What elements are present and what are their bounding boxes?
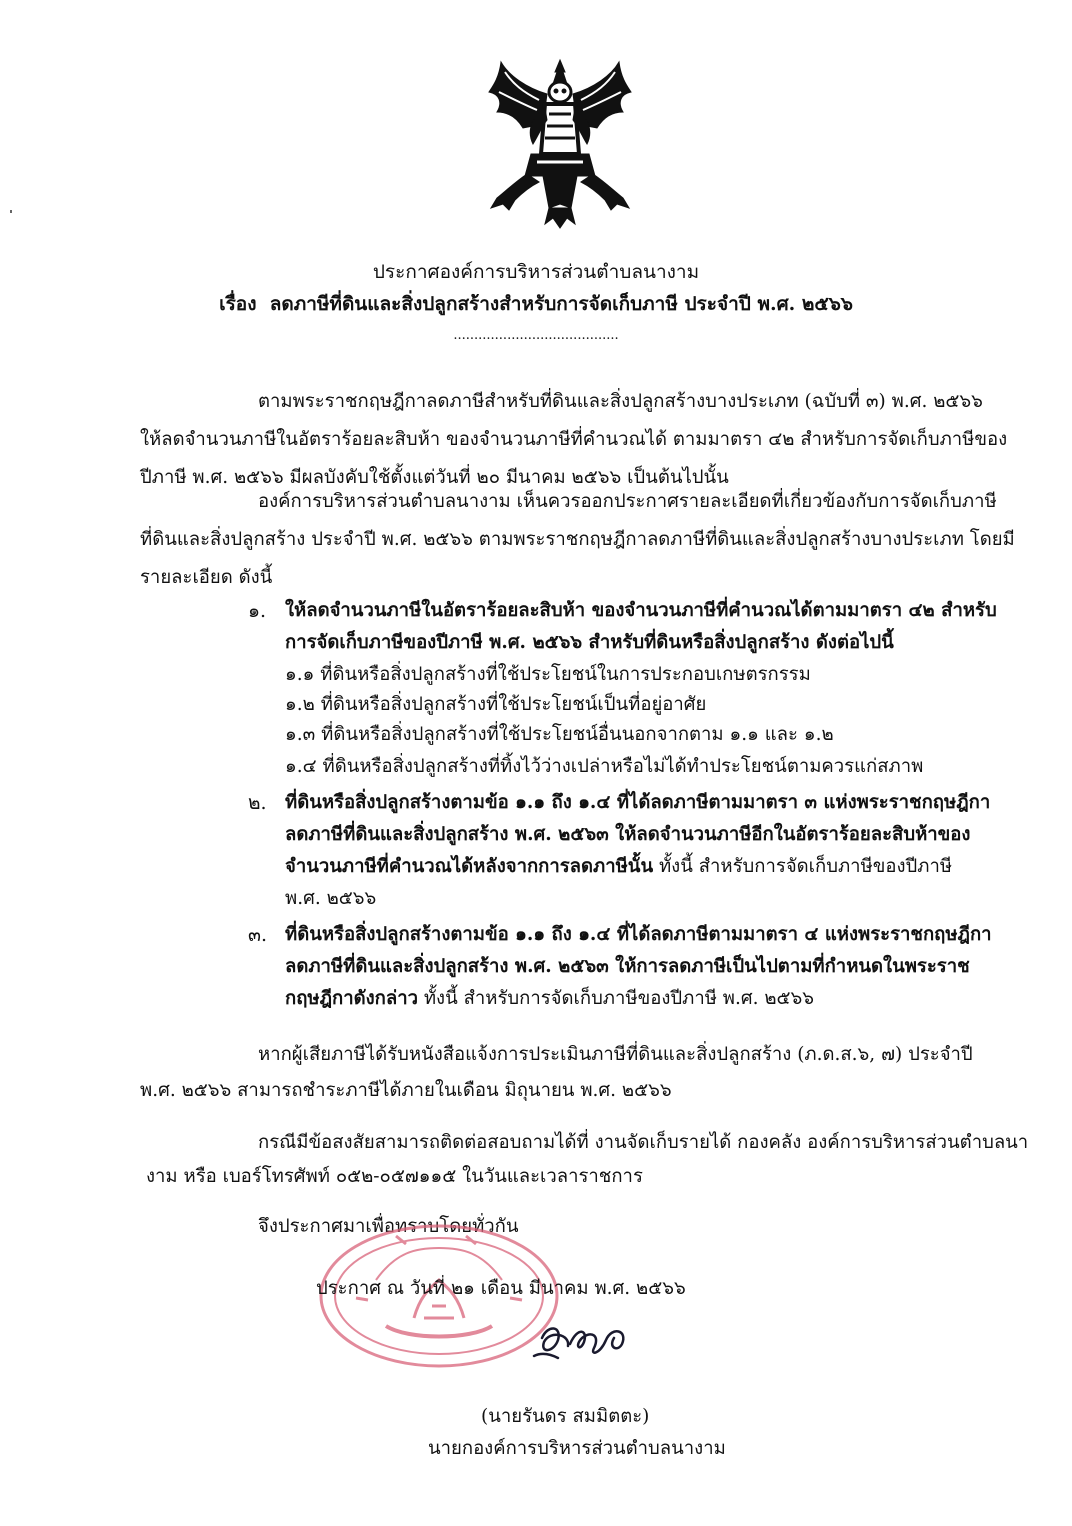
signer-title: นายกองค์การบริหารส่วนตำบลนางาม [428, 1438, 726, 1459]
closing-line: จึงประกาศมาเพื่อทราบโดยทั่วกัน [258, 1216, 519, 1237]
item-2-line-1: ที่ดินหรือสิ่งปลูกสร้างตามข้อ ๑.๑ ถึง ๑.๔ ที่ได้ลดภาษีตามมาตรา ๓ แห่งพระราชกฤษฎีกา [285, 792, 991, 813]
signer-name: (นายรันดร สมมิตตะ) [481, 1406, 650, 1427]
item-3-number: ๓. [248, 924, 268, 946]
item-3-line-3-bold: กฤษฎีกาดังกล่าว [285, 988, 418, 1009]
item-1-sub-2: ๑.๒ ที่ดินหรือสิ่งปลูกสร้างที่ใช้ประโยชน์เป็นที่อยู่อาศัย [285, 694, 707, 715]
item-2-line-2: ลดภาษีที่ดินและสิ่งปลูกสร้าง พ.ศ. ๒๕๖๓ ให้ลดจำนวนภาษีอีกในอัตราร้อยละสิบห้าของ [285, 824, 971, 845]
signature-icon [528, 1316, 638, 1366]
payment-line-1: หากผู้เสียภาษีได้รับหนังสือแจ้งการประเมินภาษีที่ดินและสิ่งปลูกสร้าง (ภ.ด.ส.๖, ๗) ประจำปี [258, 1044, 973, 1065]
intro-p2-line-3: รายละเอียด ดังนี้ [140, 567, 273, 588]
item-1-sub-4: ๑.๔ ที่ดินหรือสิ่งปลูกสร้างที่ทิ้งไว้ว่างเปล่าหรือไม่ได้ทำประโยชน์ตามควรแก่สภาพ [285, 756, 924, 777]
date-line: ประกาศ ณ วันที่ ๒๑ เดือน มีนาคม พ.ศ. ๒๕๖๖ [316, 1278, 686, 1299]
intro-p1-line-3: ปีภาษี พ.ศ. ๒๕๖๖ มีผลบังคับใช้ตั้งแต่วันที่ ๒๐ มีนาคม ๒๕๖๖ เป็นต้นไปนั้น [140, 467, 729, 488]
contact-line-2: งาม หรือ เบอร์โทรศัพท์ ๐๕๒-๐๕๗๑๑๕ ในวันและเวลาราชการ [146, 1166, 643, 1187]
item-1-line-1: ให้ลดจำนวนภาษีในอัตราร้อยละสิบห้า ของจำนวนภาษีที่คำนวณได้ตามมาตรา ๔๒ สำหรับ [285, 600, 997, 621]
item-3-line-1: ที่ดินหรือสิ่งปลูกสร้างตามข้อ ๑.๑ ถึง ๑.๔ ที่ได้ลดภาษีตามมาตรา ๔ แห่งพระราชกฤษฎีกา [285, 924, 992, 945]
payment-line-2: พ.ศ. ๒๕๖๖ สามารถชำระภาษีได้ภายในเดือน มิถุนายน พ.ศ. ๒๕๖๖ [140, 1080, 672, 1101]
subject-prefix: เรื่อง [219, 293, 257, 315]
item-2-number: ๒. [248, 792, 267, 814]
item-2-line-4: พ.ศ. ๒๕๖๖ [285, 888, 377, 909]
item-1-sub-1: ๑.๑ ที่ดินหรือสิ่งปลูกสร้างที่ใช้ประโยชน์ในการประกอบเกษตรกรรม [285, 664, 811, 685]
scan-speck [10, 210, 12, 213]
contact-line-1: กรณีมีข้อสงสัยสามารถติดต่อสอบถามได้ที่ งานจัดเก็บรายได้ กองคลัง องค์การบริหารส่วนตำบลนา [258, 1132, 1029, 1153]
announcement-title: ประกาศองค์การบริหารส่วนตำบลนางาม [372, 261, 700, 283]
item-2-line-3-rest: ทั้งนี้ สำหรับการจัดเก็บภาษีของปีภาษี [653, 856, 953, 877]
intro-p2-line-1: องค์การบริหารส่วนตำบลนางาม เห็นควรออกประกาศรายละเอียดที่เกี่ยวข้องกับการจัดเก็บภาษี [258, 491, 997, 512]
item-1-number: ๑. [248, 600, 267, 622]
item-2-line-3-bold: จำนวนภาษีที่คำนวณได้หลังจากการลดภาษีนั้น [285, 856, 654, 877]
intro-p1-line-1: ตามพระราชกฤษฎีกาลดภาษีสำหรับที่ดินและสิ่งปลูกสร้างบางประเภท (ฉบับที่ ๓) พ.ศ. ๒๕๖๖ [258, 391, 983, 412]
item-1-line-2: การจัดเก็บภาษีของปีภาษี พ.ศ. ๒๕๖๖ สำหรับที่ดินหรือสิ่งปลูกสร้าง ดังต่อไปนี้ [285, 632, 894, 653]
intro-p1-line-2: ให้ลดจำนวนภาษีในอัตราร้อยละสิบห้า ของจำนวนภาษีที่คำนวณได้ ตามมาตรา ๔๒ สำหรับการจัดเก็บภาษีของ [140, 429, 1008, 450]
garuda-emblem-icon [487, 58, 633, 230]
item-3-line-2: ลดภาษีที่ดินและสิ่งปลูกสร้าง พ.ศ. ๒๕๖๓ ให้การลดภาษีเป็นไปตามที่กำหนดในพระราช [285, 956, 970, 977]
subject-line [0, 290, 1072, 318]
intro-p2-line-2: ที่ดินและสิ่งปลูกสร้าง ประจำปี พ.ศ. ๒๕๖๖ ตามพระราชกฤษฎีกาลดภาษีที่ดินและสิ่งปลูกสร้างบางประเภท โดยมี [140, 529, 1015, 550]
item-1-sub-3: ๑.๓ ที่ดินหรือสิ่งปลูกสร้างที่ใช้ประโยชน์อื่นนอกจากตาม ๑.๑ และ ๑.๒ [285, 724, 834, 745]
separator-dots: ........................................ [453, 328, 619, 343]
item-2-line-3 [285, 854, 952, 880]
item-3-line-3-rest: ทั้งนี้ สำหรับการจัดเก็บภาษีของปีภาษี พ.ศ. ๒๕๖๖ [417, 988, 815, 1009]
subject-text: ลดภาษีที่ดินและสิ่งปลูกสร้างสำหรับการจัดเก็บภาษี ประจำปี พ.ศ. ๒๕๖๖ [269, 293, 853, 315]
item-3-line-3 [285, 986, 814, 1012]
